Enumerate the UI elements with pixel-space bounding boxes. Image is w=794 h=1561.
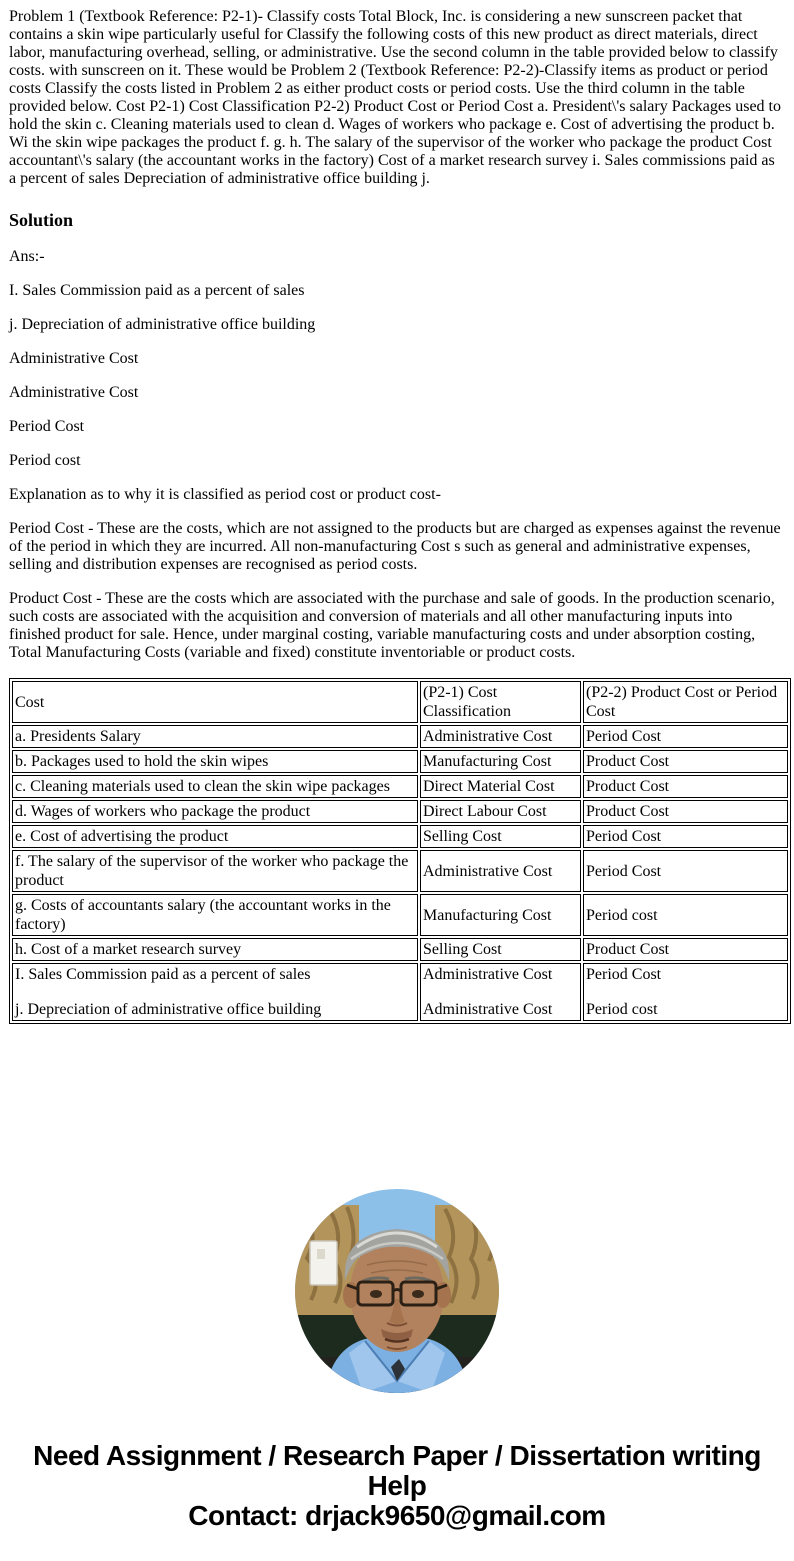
cell-classification: Direct Material Cost bbox=[420, 775, 581, 798]
table-row-last bbox=[12, 963, 788, 1021]
tutor-photo-image bbox=[295, 1189, 499, 1393]
cell-type-line-j: Period cost bbox=[586, 1001, 658, 1018]
cell-cost: g. Costs of accountants salary (the accountant works in the factory) bbox=[12, 894, 418, 936]
cell-classification: Selling Cost bbox=[420, 938, 581, 961]
answer-admin-cost-2: Administrative Cost bbox=[9, 384, 139, 401]
cell-type: Product Cost bbox=[583, 750, 788, 773]
cell-type: Period Cost bbox=[583, 725, 788, 748]
answer-line-i: I. Sales Commission paid as a percent of sales bbox=[9, 282, 305, 299]
cell-type: Product Cost bbox=[583, 938, 788, 961]
cell-cost-line-j: j. Depreciation of administrative office building bbox=[15, 1001, 322, 1018]
period-cost-definition: Period Cost - These are the costs, which are not assigned to the products but are charged as expenses against the revenue of the period in which they are incurred. All non-manufacturing Cost s such as general and administrative expenses, selling and distribution expenses are recognised as period costs. bbox=[9, 520, 781, 573]
table-header-row bbox=[12, 681, 788, 723]
cell-cost: h. Cost of a market research survey bbox=[12, 938, 418, 961]
cell-cost-line-i: I. Sales Commission paid as a percent of sales bbox=[15, 966, 311, 983]
answer-prefix: Ans:- bbox=[9, 248, 45, 265]
cell-type: Period cost bbox=[583, 894, 788, 936]
table-row bbox=[12, 938, 788, 961]
cell-type: Period Cost bbox=[583, 825, 788, 848]
cell-classification: Selling Cost bbox=[420, 825, 581, 848]
cell-cost: a. Presidents Salary bbox=[12, 725, 418, 748]
table-row bbox=[12, 850, 788, 892]
cell-cost: c. Cleaning materials used to clean the skin wipe packages bbox=[12, 775, 418, 798]
cell-classification: Administrative Cost bbox=[420, 850, 581, 892]
cell-type: Product Cost bbox=[583, 775, 788, 798]
cell-type bbox=[583, 963, 788, 1021]
cell-cost: e. Cost of advertising the product bbox=[12, 825, 418, 848]
table-row bbox=[12, 894, 788, 936]
cell-cost bbox=[12, 963, 418, 1021]
table-row bbox=[12, 725, 788, 748]
table-row bbox=[12, 800, 788, 823]
cell-classification: Manufacturing Cost bbox=[420, 894, 581, 936]
answer-admin-cost-1: Administrative Cost bbox=[9, 350, 139, 367]
header-product-period: (P2-2) Product Cost or Period Cost bbox=[583, 681, 788, 723]
header-classification: (P2-1) Cost Classification bbox=[420, 681, 581, 723]
table-row bbox=[12, 825, 788, 848]
problem-statement: Problem 1 (Textbook Reference: P2-1)- Classify costs Total Block, Inc. is considering a new sunscreen packet that contains a skin wipe particularly useful for Classify the following costs of this new product as direct materials, direct labor, manufacturing overhead, selling, or administrative. Use the second column in the table provided below to classify costs. with sunscreen on it. These would be Problem 2 (Textbook Reference: P2-2)-Classify items as product or period costs Classify the costs listed in Problem 2 as either product costs or period costs. Use the third column in the table provided below. Cost P2-1) Cost Classification P2-2) Product Cost or Period Cost a. President\'s salary Packages used to hold the skin c. Cleaning materials used to clean d. Wages of workers who package e. Cost of advertising the product b. Wi the skin wipe packages the product f. g. h. The salary of the supervisor of the worker who package the product Cost accountant\'s salary (the accountant works in the factory) Cost of a market research survey i. Sales commissions paid as a percent of sales Depreciation of administrative office building j. bbox=[9, 8, 781, 187]
contact-banner bbox=[25, 1441, 769, 1531]
table-row bbox=[12, 750, 788, 773]
answer-period-cost-2: Period cost bbox=[9, 452, 81, 469]
cell-type: Product Cost bbox=[583, 800, 788, 823]
product-cost-definition: Product Cost - These are the costs which are associated with the purchase and sale of goods. In the production scenario, such costs are associated with the acquisition and conversion of materials and all other manufacturing inputs into finished product for sale. Hence, under marginal costing, variable manufacturing costs and under absorption costing, Total Manufacturing Costs (variable and fixed) constitute inventoriable or product costs. bbox=[9, 590, 775, 661]
cost-classification-table bbox=[9, 678, 791, 1024]
cell-classification: Manufacturing Cost bbox=[420, 750, 581, 773]
cell-cost: d. Wages of workers who package the product bbox=[12, 800, 418, 823]
cell-type-line-i: Period Cost bbox=[586, 966, 662, 983]
explanation-intro: Explanation as to why it is classified as period cost or product cost- bbox=[9, 486, 441, 503]
cell-classification-line-i: Administrative Cost bbox=[423, 966, 553, 983]
cell-classification-line-j: Administrative Cost bbox=[423, 1001, 553, 1018]
cell-cost: f. The salary of the supervisor of the worker who package the product bbox=[12, 850, 418, 892]
cell-classification bbox=[420, 963, 581, 1021]
cell-classification: Direct Labour Cost bbox=[420, 800, 581, 823]
header-cost: Cost bbox=[12, 681, 418, 723]
banner-help-text: Need Assignment / Research Paper / Dissertation writing Help bbox=[33, 1440, 761, 1501]
tutor-avatar bbox=[295, 1189, 499, 1393]
cell-cost: b. Packages used to hold the skin wipes bbox=[12, 750, 418, 773]
answer-line-j: j. Depreciation of administrative office building bbox=[9, 316, 316, 333]
answer-period-cost-1: Period Cost bbox=[9, 418, 85, 435]
solution-heading: Solution bbox=[9, 210, 74, 230]
cell-classification: Administrative Cost bbox=[420, 725, 581, 748]
table-row bbox=[12, 775, 788, 798]
cell-type: Period Cost bbox=[583, 850, 788, 892]
banner-contact-email: Contact: drjack9650@gmail.com bbox=[188, 1500, 606, 1531]
